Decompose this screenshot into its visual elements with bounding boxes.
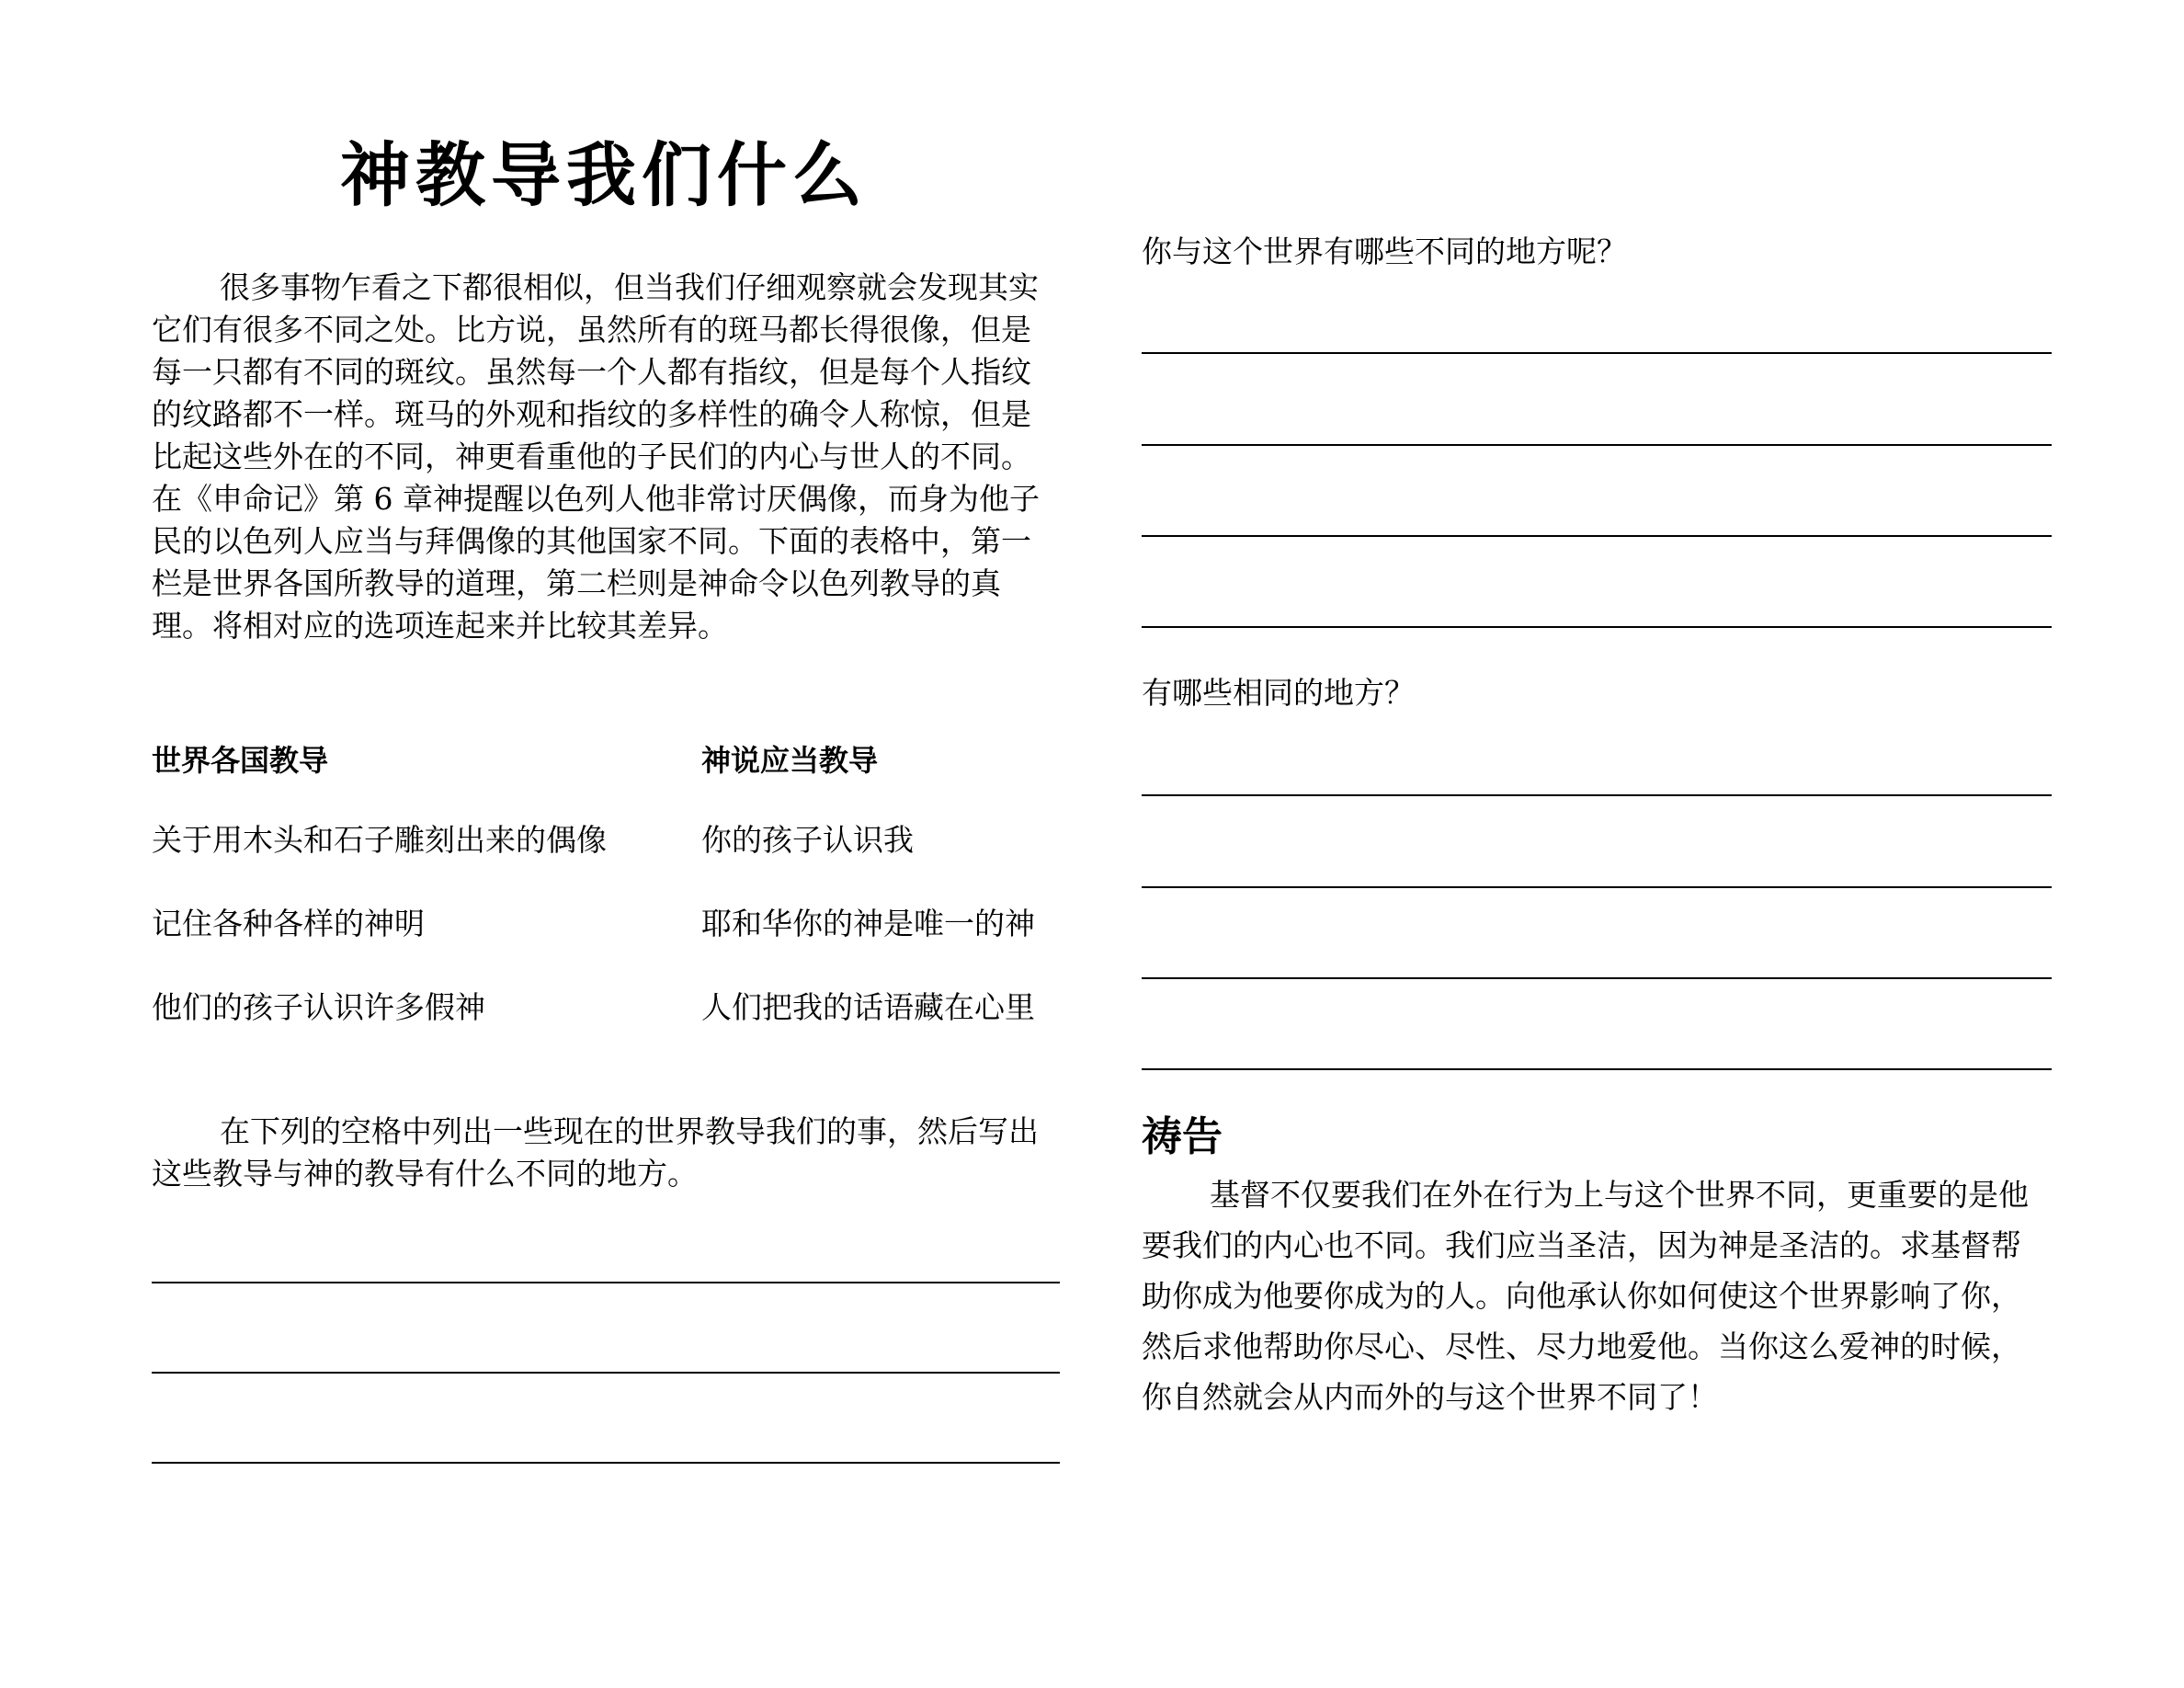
question-differences: 你与这个世界有哪些不同的地方呢？ — [1142, 234, 1627, 269]
god-teaching-item[interactable]: 人们把我的话语藏在心里 — [701, 989, 1035, 1025]
matching-row — [152, 900, 1080, 942]
header-god-teaching: 神说应当教导 — [701, 743, 879, 778]
prayer-heading: 祷告 — [1142, 1113, 1223, 1160]
question-similarities: 有哪些相同的地方？ — [1142, 675, 1415, 711]
answer-line[interactable] — [1142, 1068, 2052, 1070]
god-teaching-item[interactable]: 耶和华你的神是唯一的神 — [701, 906, 1035, 941]
answer-line[interactable] — [1142, 626, 2052, 628]
world-teaching-item[interactable]: 他们的孩子认识许多假神 — [152, 989, 485, 1025]
answer-line[interactable] — [1142, 444, 2052, 446]
world-teaching-item[interactable]: 关于用木头和石子雕刻出来的偶像 — [152, 822, 607, 858]
instruction-paragraph: 在下列的空格中列出一些现在的世界教导我们的事，然后写出这些教导与神的教导有什么不同的地方。 — [152, 1113, 1039, 1192]
answer-line[interactable] — [1142, 794, 2052, 796]
matching-row — [152, 984, 1080, 1026]
answer-line[interactable] — [1142, 352, 2052, 354]
answer-line[interactable] — [1142, 535, 2052, 537]
god-teaching-item[interactable]: 你的孩子认识我 — [701, 822, 914, 858]
prayer-paragraph: 基督不仅要我们在外在行为上与这个世界不同，更重要的是他要我们的内心也不同。我们应当圣洁，因为神是圣洁的。求基督帮助你成为他要你成为的人。向他承认你如何使这个世界影响了你，然后求他帮助你尽心、尽性、尽力地爱他。当你这么爱神的时候，你自然就会从内而外的与这个世界不同了！ — [1142, 1177, 2029, 1415]
header-world-teaching: 世界各国教导 — [152, 743, 329, 778]
world-teaching-item[interactable]: 记住各种各样的神明 — [152, 906, 425, 941]
answer-line[interactable] — [1142, 886, 2052, 888]
answer-line[interactable] — [1142, 977, 2052, 979]
page-title: 神教导我们什么 — [340, 134, 868, 216]
matching-row — [152, 816, 1080, 859]
answer-line[interactable] — [152, 1462, 1060, 1464]
answer-line[interactable] — [152, 1372, 1060, 1374]
answer-line[interactable] — [152, 1282, 1060, 1283]
intro-paragraph: 很多事物乍看之下都很相似，但当我们仔细观察就会发现其实它们有很多不同之处。比方说，虽然所有的斑马都长得很像，但是每一只都有不同的斑纹。虽然每一个人都有指纹，但是每个人指纹的纹路都不一样。斑马的外观和指纹的多样性的确令人称惊，但是比起这些外在的不同，神更看重他的子民们的内心与世人的不同。在《申命记》第 6 章神提醒以色列人他非常讨厌偶像，而身为他子民的以色列人应当与拜偶像的其他国家不同。下面的表格中，第一栏是世界各国所教导的道理，第二栏则是神命令以色列教导的真理。将相对应的选项连起来并比较其差异。 — [152, 269, 1040, 644]
